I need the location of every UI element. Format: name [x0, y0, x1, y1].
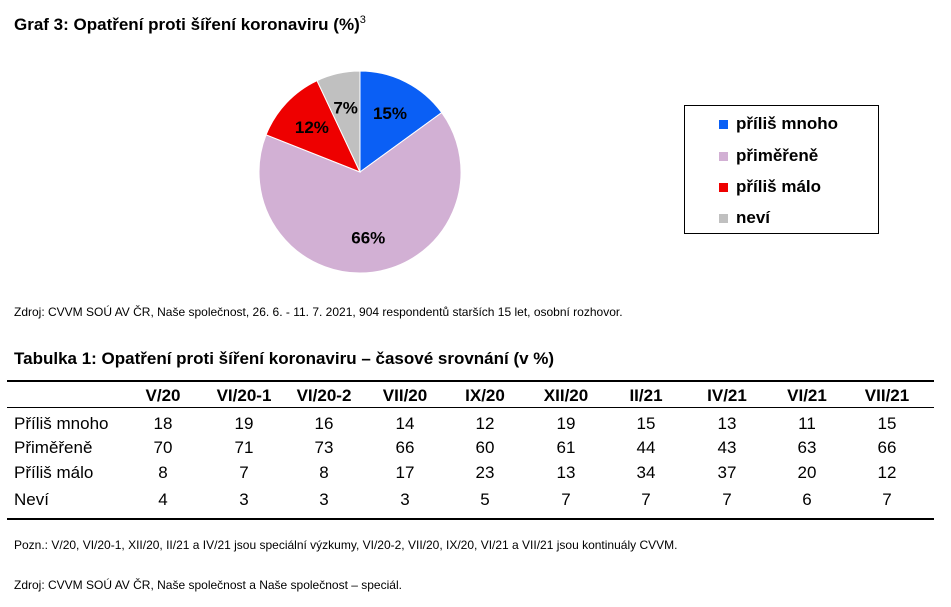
table-cell: 18 — [153, 414, 173, 433]
table-cell: 15 — [636, 414, 656, 433]
table-cell: 61 — [556, 438, 576, 457]
table-cell: 20 — [797, 463, 817, 482]
table-cell: 3 — [319, 490, 329, 509]
chart-source-note: Zdroj: CVVM SOÚ AV ČR, Naše společnost, 26. 6. - 11. 7. 2021, 904 respondentů starších 15 let, osobní rozhovor. — [14, 305, 623, 319]
table-cell: 5 — [480, 490, 490, 509]
table-cell: 19 — [234, 414, 254, 433]
pie-chart — [230, 55, 490, 285]
table-cell: 7 — [722, 490, 732, 509]
table-source-note: Zdroj: CVVM SOÚ AV ČR, Naše společnost a Naše společnost – speciál. — [14, 578, 402, 592]
table-top-rule — [7, 380, 934, 382]
table-cell: 6 — [802, 490, 812, 509]
row-label: Příliš mnoho — [14, 414, 109, 433]
column-header: VI/21 — [787, 386, 827, 405]
table-cell: 63 — [797, 438, 817, 457]
legend-swatch — [719, 120, 728, 129]
table-cell: 43 — [717, 438, 737, 457]
table-cell: 14 — [395, 414, 415, 433]
legend-swatch — [719, 214, 728, 223]
table-header-rule — [7, 407, 934, 408]
legend-item-primerene — [719, 144, 818, 168]
table-cell: 12 — [877, 463, 897, 482]
table-cell: 7 — [561, 490, 571, 509]
table-cell: 60 — [475, 438, 495, 457]
chart-title: Graf 3: Opatření proti šíření koronaviru (%)$^3$ — [14, 14, 366, 34]
table-cell: 73 — [314, 438, 334, 457]
column-header: VII/20 — [382, 386, 428, 405]
legend-item-prilis-mnoho — [719, 112, 838, 136]
row-label: Přiměřeně — [14, 438, 93, 457]
legend-swatch — [719, 152, 728, 161]
table-cell: 7 — [882, 490, 892, 509]
legend-label: přiměřeně — [736, 146, 819, 165]
table-cell: 44 — [636, 438, 656, 457]
column-header: II/21 — [629, 386, 663, 405]
table-cell: 16 — [314, 414, 334, 433]
table-cell: 70 — [153, 438, 173, 457]
table-cell: 7 — [239, 463, 249, 482]
table-cell: 3 — [239, 490, 249, 509]
column-header: IV/21 — [707, 386, 747, 405]
table-note: Pozn.: V/20, VI/20-1, XII/20, II/21 a IV/21 jsou speciální výzkumy, VI/20-2, VII/20, IX/20, VI/21 a VII/21 jsou kontinuály CVVM. — [14, 538, 678, 552]
table-cell: 4 — [158, 490, 168, 509]
row-label: Příliš málo — [14, 463, 94, 482]
title-footnote-mark: 3 — [359, 14, 366, 26]
pie-label-primerene: 66% — [351, 228, 386, 248]
row-label: Neví — [14, 490, 49, 509]
legend-label: příliš mnoho — [736, 114, 838, 133]
table-cell: 17 — [395, 463, 415, 482]
pie-label-prilis-mnoho: 15% — [372, 104, 407, 124]
column-header: VI/20-2 — [296, 386, 352, 405]
table-cell: 19 — [556, 414, 576, 433]
pie-label-prilis-malo: 12% — [294, 117, 329, 137]
pie-label-nevi: 7% — [333, 98, 358, 118]
legend-label: neví — [736, 208, 771, 227]
table-cell: 23 — [475, 463, 495, 482]
table-cell: 15 — [877, 414, 897, 433]
table-cell: 66 — [395, 438, 415, 457]
table-cell: 8 — [319, 463, 329, 482]
legend-swatch — [719, 183, 728, 192]
column-header: IX/20 — [465, 386, 505, 405]
column-header: XII/20 — [543, 386, 589, 405]
table-bottom-rule — [7, 518, 934, 520]
column-header: VII/21 — [864, 386, 910, 405]
table-cell: 7 — [641, 490, 651, 509]
table-cell: 12 — [475, 414, 495, 433]
table-cell: 71 — [234, 438, 254, 457]
table-cell: 13 — [717, 414, 737, 433]
table-cell: 34 — [636, 463, 656, 482]
table-cell: 3 — [400, 490, 410, 509]
legend-item-nevi — [719, 206, 770, 230]
column-header: V/20 — [145, 386, 181, 405]
table-title: Tabulka 1: Opatření proti šíření koronaviru – časové srovnání (v %) — [14, 349, 555, 368]
legend-item-prilis-malo — [719, 175, 821, 199]
table-cell: 11 — [798, 414, 816, 433]
table-cell: 37 — [717, 463, 737, 482]
chart-legend — [684, 105, 879, 234]
legend-label: příliš málo — [736, 177, 822, 196]
table-cell: 13 — [556, 463, 576, 482]
table-cell: 66 — [877, 438, 897, 457]
table-cell: 8 — [158, 463, 168, 482]
column-header: VI/20-1 — [216, 386, 272, 405]
